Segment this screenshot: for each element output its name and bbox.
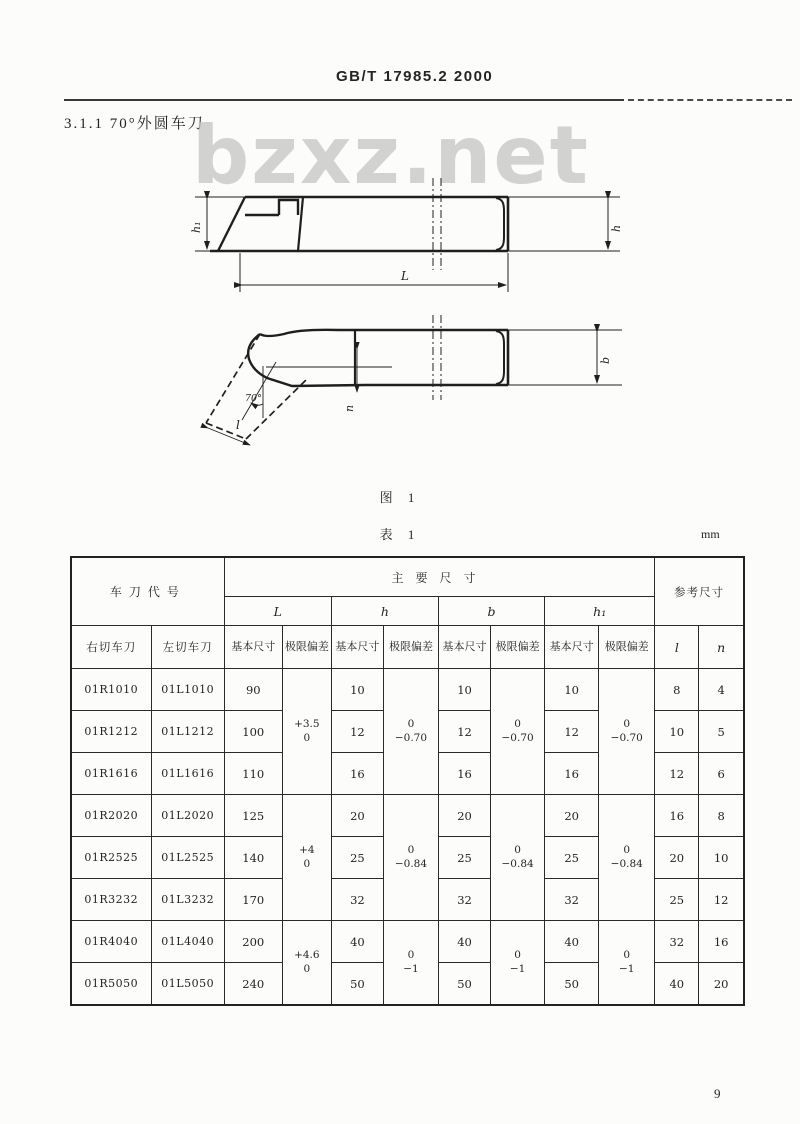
header-right-tool: 右切车刀 xyxy=(71,626,151,669)
standard-code: GB/T 17985.2 2000 xyxy=(336,68,494,85)
value-h: 25 xyxy=(331,837,383,879)
value-l: 32 xyxy=(655,921,699,963)
value-h1: 40 xyxy=(545,921,599,963)
header-deviation-b: 极限偏差 xyxy=(491,626,545,669)
value-h: 16 xyxy=(331,753,383,795)
header-col-l: l xyxy=(655,626,699,669)
designation-left: 01L1616 xyxy=(151,753,224,795)
tolerance-b: 0 −0.84 xyxy=(491,795,545,921)
value-l: 20 xyxy=(655,837,699,879)
value-b: 25 xyxy=(439,837,491,879)
value-b: 12 xyxy=(439,711,491,753)
value-b: 40 xyxy=(439,921,491,963)
tolerance-L: +4.6 0 xyxy=(282,921,331,1006)
header-dim-b: b xyxy=(439,597,545,626)
tolerance-b: 0 −1 xyxy=(491,921,545,1006)
value-l: 16 xyxy=(655,795,699,837)
designation-right: 01R2020 xyxy=(71,795,151,837)
figure-caption: 图 1 xyxy=(379,490,421,505)
tolerance-h: 0 −0.70 xyxy=(383,669,438,795)
label-b: b xyxy=(599,356,612,364)
designation-right: 01R2525 xyxy=(71,837,151,879)
label-L: L xyxy=(401,269,409,283)
value-L: 110 xyxy=(224,753,282,795)
label-h1: h₁ xyxy=(190,221,203,233)
designation-right: 01R4040 xyxy=(71,921,151,963)
header-basic-h: 基本尺寸 xyxy=(331,626,383,669)
value-L: 200 xyxy=(224,921,282,963)
value-n: 10 xyxy=(699,837,744,879)
value-h1: 32 xyxy=(545,879,599,921)
tolerance-h1: 0 −0.84 xyxy=(599,795,655,921)
figure-tool-drawing xyxy=(60,120,750,500)
label-n: n xyxy=(343,404,356,412)
value-h1: 16 xyxy=(545,753,599,795)
value-h: 10 xyxy=(331,669,383,711)
value-L: 240 xyxy=(224,963,282,1006)
header-deviation-h1: 极限偏差 xyxy=(599,626,655,669)
designation-right: 01R1212 xyxy=(71,711,151,753)
header-left-tool: 左切车刀 xyxy=(151,626,224,669)
value-l: 12 xyxy=(655,753,699,795)
value-h: 40 xyxy=(331,921,383,963)
value-l: 40 xyxy=(655,963,699,1006)
value-n: 20 xyxy=(699,963,744,1006)
value-l: 25 xyxy=(655,879,699,921)
value-h: 32 xyxy=(331,879,383,921)
designation-left: 01L3232 xyxy=(151,879,224,921)
designation-left: 01L4040 xyxy=(151,921,224,963)
header-designation: 车刀代号 xyxy=(71,557,224,626)
value-b: 50 xyxy=(439,963,491,1006)
value-L: 100 xyxy=(224,711,282,753)
head-top-edge xyxy=(260,330,338,336)
tolerance-L: +4 0 xyxy=(282,795,331,921)
header-deviation-h: 极限偏差 xyxy=(383,626,438,669)
label-l: l xyxy=(236,418,240,432)
designation-right: 01R1616 xyxy=(71,753,151,795)
header-ref-dims: 参考尺寸 xyxy=(655,557,744,626)
designation-left: 01L1010 xyxy=(151,669,224,711)
table-body xyxy=(71,669,744,1006)
header-col-n: n xyxy=(699,626,744,669)
value-h: 50 xyxy=(331,963,383,1006)
header-dim-L: L xyxy=(224,597,331,626)
designation-left: 01L2525 xyxy=(151,837,224,879)
tolerance-h: 0 −0.84 xyxy=(383,795,438,921)
cutting-tip-curve xyxy=(248,334,365,386)
value-l: 10 xyxy=(655,711,699,753)
value-l: 8 xyxy=(655,669,699,711)
designation-right: 01R1010 xyxy=(71,669,151,711)
dimension-table xyxy=(70,556,745,1006)
break-lines xyxy=(433,178,441,270)
value-h1: 25 xyxy=(545,837,599,879)
header-rule xyxy=(64,99,624,101)
value-h: 20 xyxy=(331,795,383,837)
header-basic-b: 基本尺寸 xyxy=(439,626,491,669)
tip-notch xyxy=(245,200,298,215)
value-L: 170 xyxy=(224,879,282,921)
value-h1: 12 xyxy=(545,711,599,753)
value-L: 140 xyxy=(224,837,282,879)
shank-end-chamfer xyxy=(496,198,504,250)
label-h: h xyxy=(610,224,623,232)
header-deviation-L: 极限偏差 xyxy=(282,626,331,669)
extension-lines xyxy=(195,197,620,251)
value-n: 12 xyxy=(699,879,744,921)
table-caption: 表 1 xyxy=(379,527,421,542)
header-row-3 xyxy=(71,626,744,669)
value-h1: 20 xyxy=(545,795,599,837)
header-dim-h: h xyxy=(331,597,438,626)
page-number: 9 xyxy=(714,1086,721,1101)
tolerance-L: +3.5 0 xyxy=(282,669,331,795)
value-L: 90 xyxy=(224,669,282,711)
tolerance-b: 0 −0.70 xyxy=(491,669,545,795)
designation-left: 01L5050 xyxy=(151,963,224,1006)
section-heading: 3.1.1 70°外圆车刀 xyxy=(64,116,205,132)
value-n: 4 xyxy=(699,669,744,711)
designation-right: 01R5050 xyxy=(71,963,151,1006)
tolerance-h1: 0 −0.70 xyxy=(599,669,655,795)
table-row xyxy=(71,795,744,837)
value-b: 32 xyxy=(439,879,491,921)
header-basic-L: 基本尺寸 xyxy=(224,626,282,669)
value-b: 16 xyxy=(439,753,491,795)
header-dim-h1: h₁ xyxy=(545,597,655,626)
label-angle: 70° xyxy=(245,393,262,404)
tolerance-h1: 0 −1 xyxy=(599,921,655,1006)
value-h1: 10 xyxy=(545,669,599,711)
designation-left: 01L2020 xyxy=(151,795,224,837)
value-h1: 50 xyxy=(545,963,599,1006)
watermark: bzxz.net xyxy=(192,109,590,202)
designation-left: 01L1212 xyxy=(151,711,224,753)
value-L: 125 xyxy=(224,795,282,837)
header-row-1 xyxy=(71,557,744,597)
table-row xyxy=(71,921,744,963)
designation-right: 01R3232 xyxy=(71,879,151,921)
header-main-dims: 主要尺寸 xyxy=(224,557,655,597)
tolerance-h: 0 −1 xyxy=(383,921,438,1006)
value-n: 6 xyxy=(699,753,744,795)
header-basic-h1: 基本尺寸 xyxy=(545,626,599,669)
value-b: 10 xyxy=(439,669,491,711)
table-row xyxy=(71,669,744,711)
value-n: 5 xyxy=(699,711,744,753)
value-n: 8 xyxy=(699,795,744,837)
value-b: 20 xyxy=(439,795,491,837)
header-rule-dashed xyxy=(628,99,792,101)
value-n: 16 xyxy=(699,921,744,963)
head-front-edge xyxy=(218,197,245,251)
table-unit: mm xyxy=(701,527,720,541)
dim-l-line xyxy=(208,428,250,445)
value-h: 12 xyxy=(331,711,383,753)
